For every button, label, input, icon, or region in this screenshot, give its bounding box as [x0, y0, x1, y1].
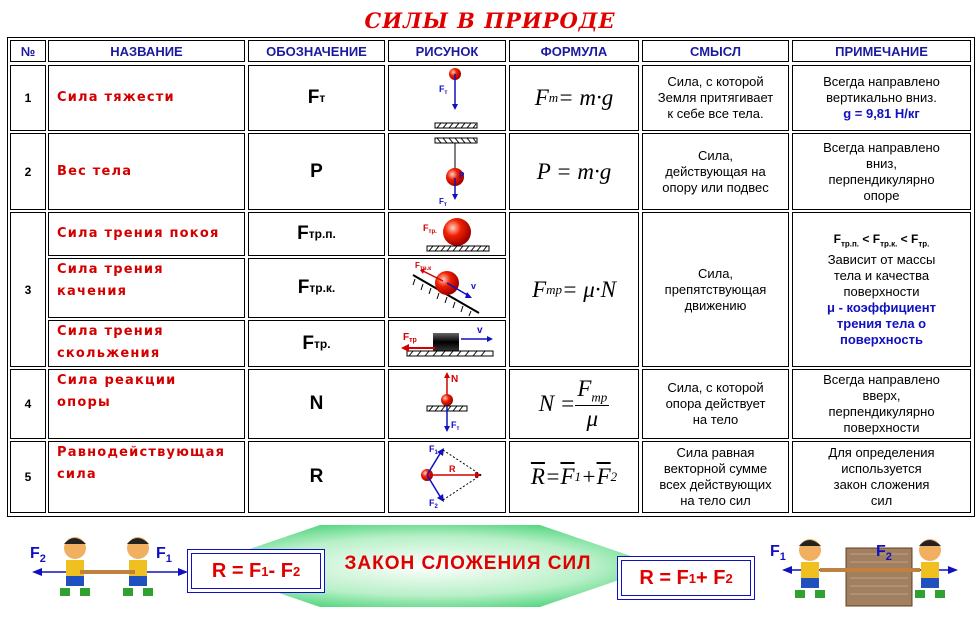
right-f2-label: $F_2$: [876, 543, 892, 564]
row-3-meaning: Сила, препятствующая движению: [642, 212, 789, 367]
row-4-num: 4: [10, 369, 46, 439]
row-4-formula: N = $F_{тр}$ μ: [509, 369, 639, 439]
row-2-picture: [388, 133, 506, 210]
row-3b-name: Сила трения качения: [48, 258, 245, 318]
header-note: ПРИМЕЧАНИЕ: [792, 40, 971, 62]
row-2-formula: P = m·g: [509, 133, 639, 210]
row-3a-name: Сила трения покоя: [48, 212, 245, 256]
row-3a-symbol: F тр.п.: [248, 212, 385, 256]
row-5-meaning: Сила равная векторной сумме всех действующих на тело сил: [642, 441, 789, 513]
weight-label: P: [459, 171, 465, 180]
law-title: ЗАКОН СЛОЖЕНИЯ СИЛ: [344, 553, 592, 574]
f1-label: $F_1$: [429, 444, 438, 456]
row-1-formula: F т = m·g: [509, 65, 639, 131]
gravity-diagram: [389, 66, 505, 130]
rolling-friction-diagram: [389, 259, 505, 317]
sliding-friction-diagram: [389, 321, 505, 366]
row-3-num: 3: [10, 212, 46, 367]
row-1-note: Всегда направлено вертикально вниз. g = 9,81 Н/кг: [792, 65, 971, 131]
header-formula: ФОРМУЛА: [509, 40, 639, 62]
left-f2-label: $F_2$: [30, 545, 46, 566]
gravity-label: $F_т$: [439, 84, 448, 96]
row-5-note: Для определения используется закон сложения сил: [792, 441, 971, 513]
friction-label: $F_{тр}$: [403, 332, 417, 344]
child-icon: [60, 537, 90, 596]
row-3-formula: F тр = μ·N: [509, 212, 639, 367]
row-4-meaning: Сила, с которой опора действует на тело: [642, 369, 789, 439]
row-4-name: Сила реакции опоры: [48, 369, 245, 439]
right-f1-label: $F_1$: [770, 543, 786, 564]
subtraction-formula: R = F 1 - F 2: [191, 553, 321, 589]
left-f1-label: $F_1$: [156, 545, 172, 566]
row-5-num: 5: [10, 441, 46, 513]
row-1-symbol: F т: [248, 65, 385, 131]
header-name: НАЗВАНИЕ: [48, 40, 245, 62]
header-picture: РИСУНОК: [388, 40, 506, 62]
tug-of-war-illustration: [20, 530, 190, 610]
row-2-note: Всегда направлено вниз, перпендикулярно опоре: [792, 133, 971, 210]
static-friction-diagram: [389, 213, 505, 255]
row-2-symbol: P: [248, 133, 385, 210]
row-1-meaning: Сила, с которой Земля притягивает к себе все тела.: [642, 65, 789, 131]
forces-table: [7, 37, 975, 517]
row-5-name: Равнодействующая сила: [48, 441, 245, 513]
row-5-formula: $\overline{R}$ = $\overline{F}$ 1 + $\overline{F}$ 2: [509, 441, 639, 513]
row-3b-symbol: F тр.к.: [248, 258, 385, 318]
row-1-num: 1: [10, 65, 46, 131]
friction-label: $F_{тр.}$: [423, 223, 437, 235]
row-4-symbol: N: [248, 369, 385, 439]
row-3a-picture: [388, 212, 506, 256]
row-5-picture: [388, 441, 506, 513]
ball-icon: [441, 394, 453, 406]
header-num: №: [10, 40, 46, 62]
row-4-note: Всегда направлено вверх, перпендикулярно поверхности: [792, 369, 971, 439]
page-title: СИЛЫ В ПРИРОДЕ: [364, 8, 616, 33]
row-1-picture: [388, 65, 506, 131]
gravity-label: $F_т$: [439, 197, 447, 208]
row-5-symbol: R: [248, 441, 385, 513]
f2-label: $F_2$: [429, 498, 438, 510]
block-icon: [433, 333, 459, 351]
ball-icon: [443, 218, 471, 246]
friction-inequality: $F_{тр.п.} < F_{тр.к.} < F_{тр.}$: [833, 231, 930, 249]
weight-diagram: [389, 134, 505, 209]
row-4-picture: [388, 369, 506, 439]
header-meaning: СМЫСЛ: [642, 40, 789, 62]
resultant-force-diagram: [389, 442, 505, 512]
velocity-label: v: [477, 325, 483, 336]
friction-label: $F_{тр.к}$: [415, 261, 432, 272]
row-3c-symbol: F тр.: [248, 320, 385, 367]
row-3c-picture: [388, 320, 506, 367]
addition-formula: R = F 1 + F 2: [621, 560, 751, 596]
gravity-label: $F_т$: [451, 420, 460, 432]
row-2-name: Вес тела: [48, 133, 245, 210]
row-3-note: $F_{тр.п.} < F_{тр.к.} < F_{тр.}$ Зависит от массы тела и качества поверхности μ - коэффициент трения тела о поверхность: [792, 212, 971, 367]
normal-force-diagram: [389, 370, 505, 438]
child-icon: [123, 537, 153, 596]
row-3b-picture: [388, 258, 506, 318]
row-2-meaning: Сила, действующая на опору или подвес: [642, 133, 789, 210]
pushing-illustration: [770, 530, 970, 612]
velocity-label: v: [471, 281, 477, 291]
header-symbol: ОБОЗНАЧЕНИЕ: [248, 40, 385, 62]
normal-label: N: [451, 374, 459, 385]
row-3c-name: Сила трения скольжения: [48, 320, 245, 367]
row-1-name: Сила тяжести: [48, 65, 245, 131]
row-2-num: 2: [10, 133, 46, 210]
resultant-label: R: [449, 464, 456, 474]
